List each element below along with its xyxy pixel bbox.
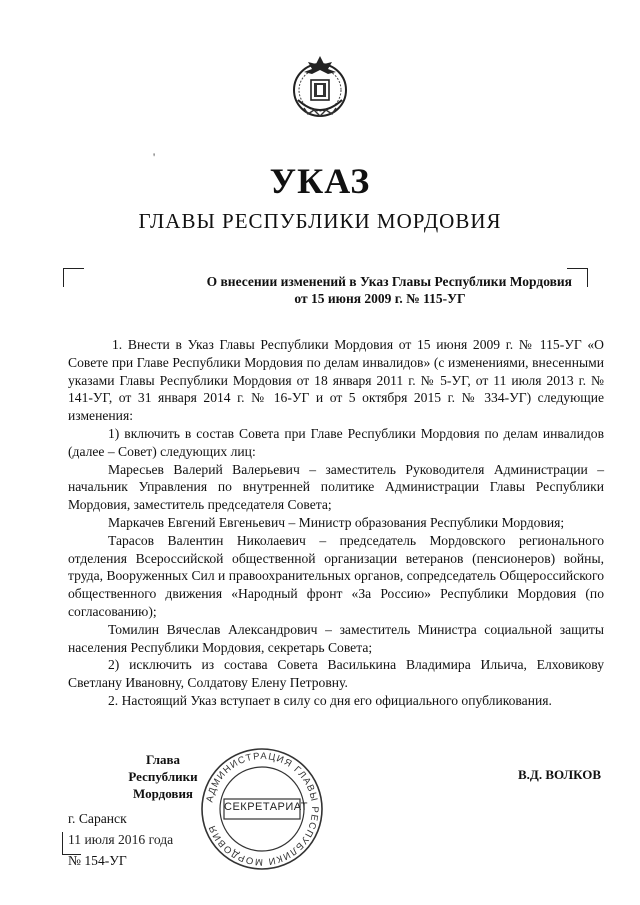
heading-line-1: О внесении изменений в Указ Главы Республики Мордовия xyxy=(206,274,572,289)
paragraph-2: 1) включить в состав Совета при Главе Республики Мордовия по делам инвалидов (далее – Совет) следующих лиц: xyxy=(68,425,604,459)
paragraph-4: Маркачев Евгений Евгеньевич – Министр образования Республики Мордовия; xyxy=(108,514,565,530)
signatory-title-line-2: Республики Мордовия xyxy=(128,769,198,801)
footer-bracket xyxy=(62,832,81,855)
place-and-date xyxy=(68,808,173,871)
paragraph-3: Маресьев Валерий Валерьевич – заместитель Руководителя Администрации – начальник Управления по внутренней политике Администрации Главы Республики Мордовия, заместитель председателя Совета; xyxy=(68,461,604,513)
stamp-label: СЕКРЕТАРИАТ xyxy=(224,801,308,813)
scan-mark: ' xyxy=(153,150,156,164)
signatory-name: В.Д. ВОЛКОВ xyxy=(518,767,602,782)
decree-heading xyxy=(140,273,590,307)
city: г. Саранск xyxy=(68,811,127,826)
stamp-ring-text: АДМИНИСТРАЦИЯ ГЛАВЫ РЕСПУБЛИКИ МОРДОВИЯ xyxy=(204,750,321,868)
decree-number: № 154-УГ xyxy=(68,853,127,868)
paragraph-8: 2. Настоящий Указ вступает в силу со дня его официального опубликования. xyxy=(108,692,552,708)
paragraph-1: 1. Внести в Указ Главы Республики Мордовия от 15 июня 2009 г. № 115-УГ «О Совете при Главе Республики Мордовия по делам инвалидов» (с изменениями, внесенными указами Главы Республики Мордовия от 18 января 2011 г. № 5-УГ, от 11 июля 2013 г. № 141-УГ, от 31 января 2014 г. № 16-УГ и от 5 октября 2015 г. № 334-УГ) следующие изменения: xyxy=(68,337,604,424)
decree-body xyxy=(68,336,604,710)
signatory-title-line-1: Глава xyxy=(145,752,181,767)
paragraph-5: Тарасов Валентин Николаевич – председатель Мордовского регионального отделения Всероссийской общественной организации ветеранов (пенсионеров) войны, труда, Вооруженных Сил и правоохранительных органов, сопредседатель Общероссийского общественного движения «Народный фронт «За Россию» Республики Мордовия (по согласованию); xyxy=(68,532,604,619)
paragraph-7: 2) исключить из состава Совета Василькина Владимира Ильича, Елховикову Светлану Ивановну, Солдатову Елену Петровну. xyxy=(68,657,604,691)
document-subtitle: ГЛАВЫ РЕСПУБЛИКИ МОРДОВИЯ xyxy=(138,209,502,233)
heading-line-2: от 15 июня 2009 г. № 115-УГ xyxy=(294,291,466,306)
coat-of-arms-emblem xyxy=(284,52,356,124)
decree-date: 11 июля 2016 года xyxy=(68,832,174,847)
heading-bracket-left xyxy=(63,268,84,287)
document-title: УКАЗ xyxy=(269,161,371,201)
paragraph-6: Томилин Вячеслав Александрович – заместитель Министра социальной защиты населения Республики Мордовия, секретарь Совета; xyxy=(68,621,604,655)
